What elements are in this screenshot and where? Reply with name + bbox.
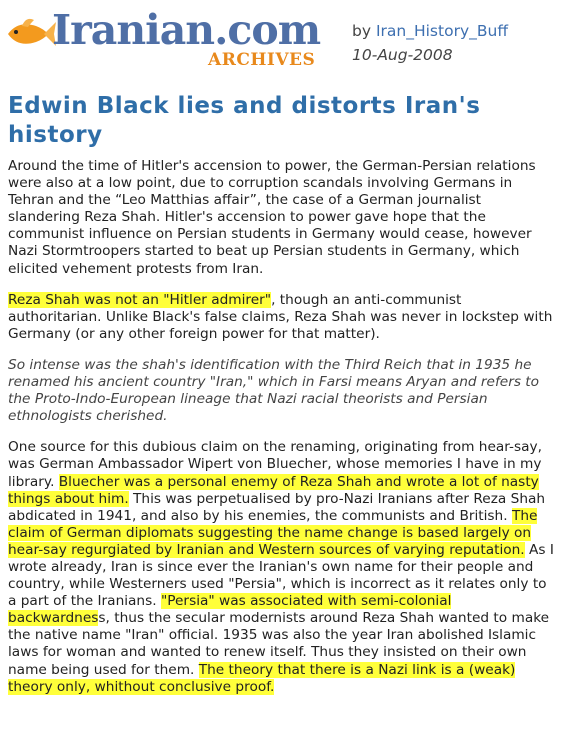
quoted-claim: So intense was the shah's identification with the Third Reich that in 1935 he renamed his ancient country "Iran," which in Farsi means Aryan and refers to the Proto-Indo-European lineage that Nazi racial theorists and Persian ethnologists cherished.	[8, 356, 540, 425]
author-link[interactable]: Iran_History_Buff	[375, 22, 508, 40]
post-date: 10-Aug-2008	[352, 46, 453, 64]
highlight-5: The theory that there is a Nazi link is a (weak) theory only, whithout conclusive proof.	[8, 661, 516, 695]
highlight-2: Bluecher was a personal enemy of Reza Shah and wrote a lot of nasty things about him.	[8, 473, 539, 507]
article-body	[8, 158, 554, 710]
site-logo[interactable]: Iranian.com	[52, 6, 321, 54]
article-title: Edwin Black lies and distorts Iran's history	[8, 93, 481, 148]
paragraph-2	[8, 292, 554, 343]
by-prefix: by	[352, 22, 376, 40]
highlight-4: "Persia" was associated with semi-colonial backwardnes	[8, 593, 452, 627]
p4-text-b: This was perpetualised by pro-Nazi Iranians after Reza Shah abdicated in 1941, and also by his enemies, the communists and British.	[8, 490, 546, 524]
p4-text-a: One source for this dubious claim on the renaming, originating from hear-say, was German Ambassador Wipert von Bluecher, whose memories I have in my library.	[8, 439, 542, 490]
archives-label: ARCHIVES	[208, 50, 316, 70]
site-header	[0, 0, 562, 82]
paragraph-2-text: , though an anti-communist authoritarian. Unlike Black's false claims, Reza Shah was never in lockstep with Germany (or any other foreign power for that matter).	[8, 291, 553, 342]
byline	[352, 22, 508, 40]
paragraph-1: Around the time of Hitler's accension to power, the German-Persian relations were also at a low point, due to corruption scandals involving Germans in Tehran and the “Leo Matthias affair”, the case of a German journalist slandering Reza Shah. Hitler's accension to power gave hope that the communist influence on Persian students in Germany would cease, however Nazi Stormtroopers started to beat up Persian students in Germany, which elicited vehement protests from Iran.	[8, 158, 536, 277]
p4-text-c: As I wrote already, Iran is since ever the Iranian's own name for their people and country, while Westerners used "Persia", which is incorrect as it relates only to a part of the Iranians.	[8, 541, 554, 610]
highlight-3: The claim of German diplomats suggesting the name change is based largely on hear-say regurgiated by Iranian and Western sources of varying reputation.	[8, 507, 538, 558]
paragraph-4	[8, 439, 554, 695]
highlight-1: Reza Shah was not an "Hitler admirer"	[8, 291, 272, 308]
p4-text-d: s, thus the secular modernists around Reza Shah wanted to make the native name "Iran" official. 1935 was also the year Iran abolished Islamic laws for woman and wanted to renew itself. Thus they insisted on their own name being used for them.	[8, 610, 550, 678]
goldfish-logo-icon[interactable]	[4, 14, 56, 54]
